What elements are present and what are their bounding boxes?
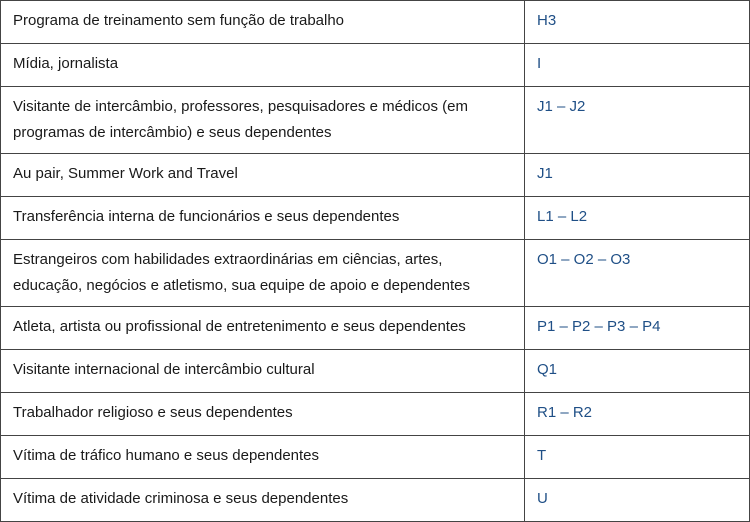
- table-row: [1, 479, 750, 522]
- table-row: [1, 197, 750, 240]
- visa-code-cell: R1 – R2: [525, 393, 750, 436]
- visa-code-cell: T: [525, 436, 750, 479]
- table-row: [1, 240, 750, 307]
- visa-code-cell: L1 – L2: [525, 197, 750, 240]
- visa-description-cell: Au pair, Summer Work and Travel: [1, 154, 525, 197]
- visa-table-body: [1, 1, 750, 522]
- visa-code-cell: J1 – J2: [525, 87, 750, 154]
- visa-description-cell: Atleta, artista ou profissional de entretenimento e seus dependentes: [1, 307, 525, 350]
- table-row: [1, 44, 750, 87]
- table-row: [1, 307, 750, 350]
- visa-description-cell: Vítima de tráfico humano e seus dependentes: [1, 436, 525, 479]
- visa-description-cell: Trabalhador religioso e seus dependentes: [1, 393, 525, 436]
- visa-code-cell: Q1: [525, 350, 750, 393]
- table-row: [1, 1, 750, 44]
- visa-description-cell: Programa de treinamento sem função de trabalho: [1, 1, 525, 44]
- table-row: [1, 350, 750, 393]
- visa-description-cell: Visitante internacional de intercâmbio cultural: [1, 350, 525, 393]
- visa-description-cell: Vítima de atividade criminosa e seus dependentes: [1, 479, 525, 522]
- visa-code-cell: J1: [525, 154, 750, 197]
- visa-code-cell: I: [525, 44, 750, 87]
- table-row: [1, 87, 750, 154]
- visa-code-cell: P1 – P2 – P3 – P4: [525, 307, 750, 350]
- visa-description-cell: Mídia, jornalista: [1, 44, 525, 87]
- visa-code-cell: O1 – O2 – O3: [525, 240, 750, 307]
- visa-code-cell: H3: [525, 1, 750, 44]
- table-row: [1, 393, 750, 436]
- visa-code-cell: U: [525, 479, 750, 522]
- visa-description-cell: Estrangeiros com habilidades extraordinárias em ciências, artes, educação, negócios e atletismo, sua equipe de apoio e dependentes: [1, 240, 525, 307]
- table-row: [1, 436, 750, 479]
- table-row: [1, 154, 750, 197]
- visa-description-cell: Visitante de intercâmbio, professores, pesquisadores e médicos (em programas de intercâmbio) e seus dependentes: [1, 87, 525, 154]
- visa-description-cell: Transferência interna de funcionários e seus dependentes: [1, 197, 525, 240]
